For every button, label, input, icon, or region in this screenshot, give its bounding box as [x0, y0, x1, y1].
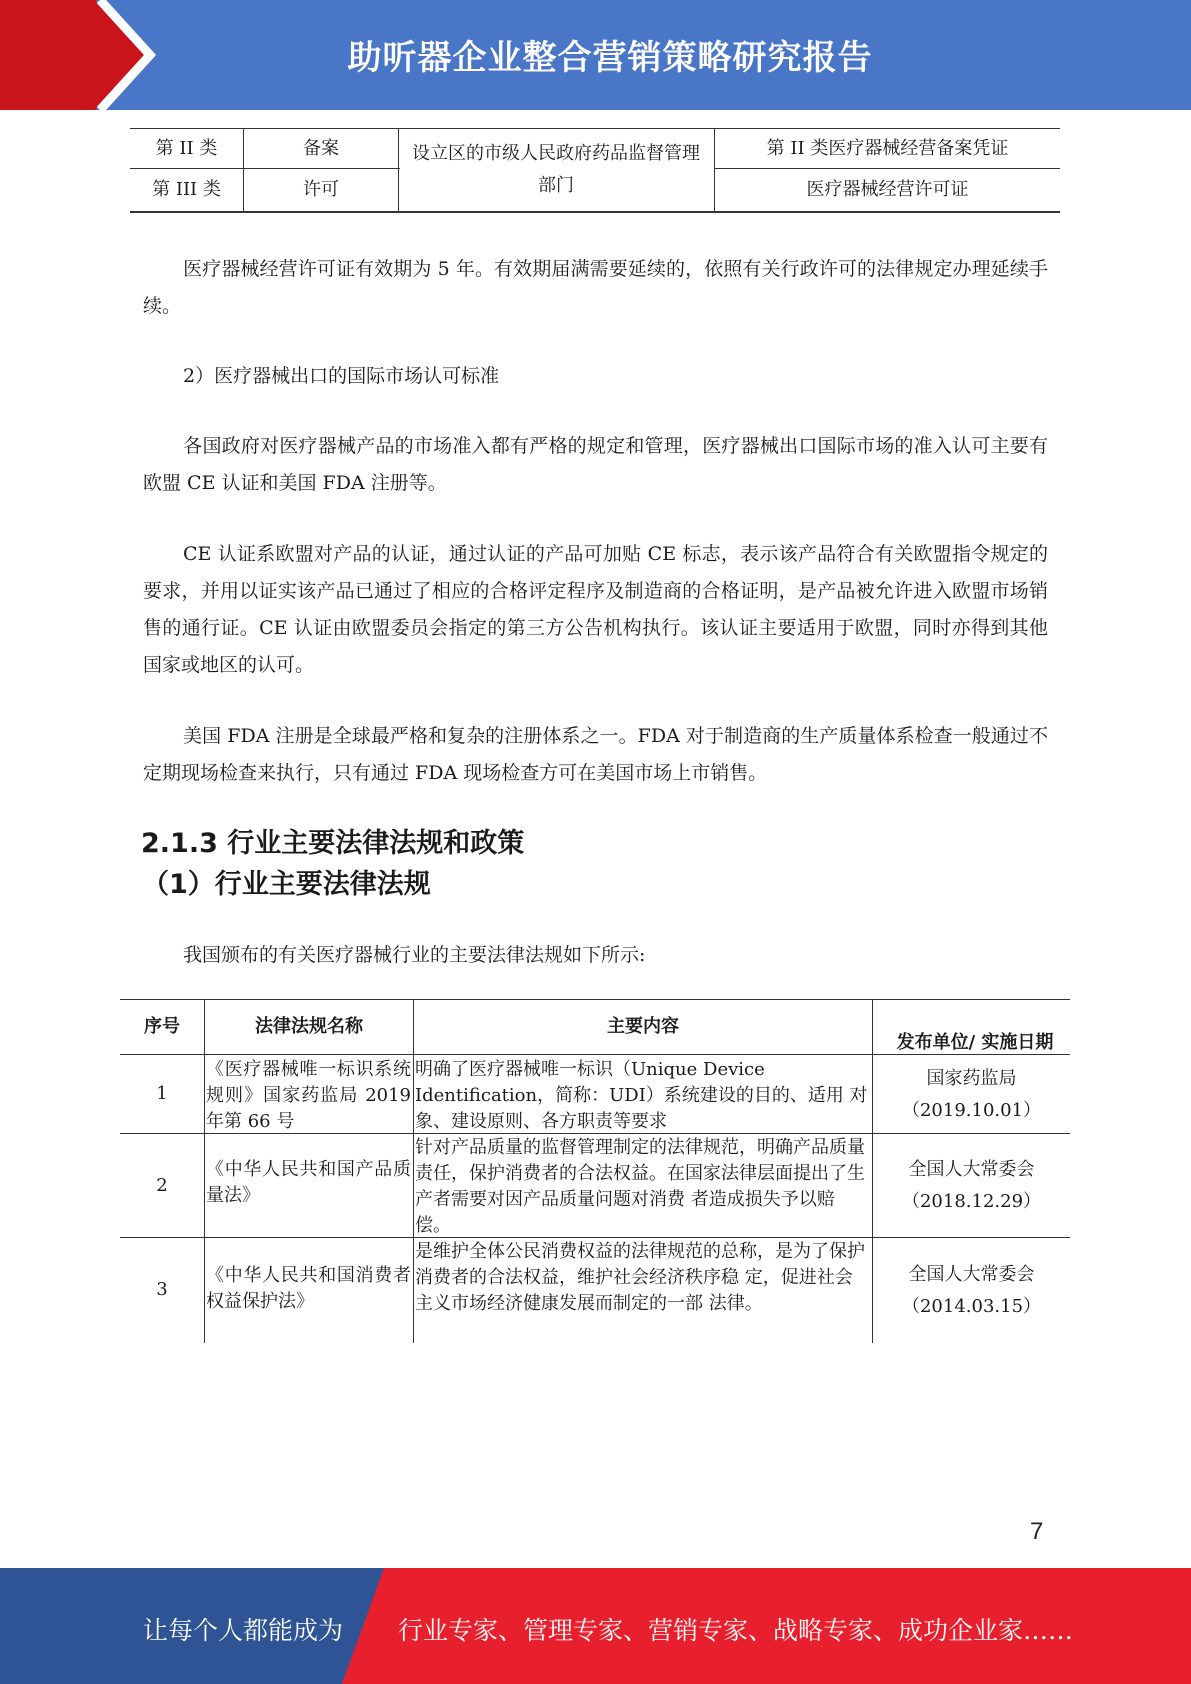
law-row-1-content: 明确了医疗器械唯一标识（Unique Device Identification，简称：UDI）系统建设的目的、适用 对象、建设原则、各方职责等要求 — [415, 1059, 868, 1132]
paragraph-license-validity: 医疗器械经营许可证有效期为 5 年。有效期届满需要延续的，依照有关行政许可的法律规定办理延续手续。 — [143, 258, 1048, 317]
law-row-2-unit-date — [873, 1135, 1070, 1237]
license-row-1-type: 备案 — [303, 137, 339, 159]
page-number: 7 — [1030, 1518, 1044, 1545]
law-row-3-name: 《中华人民共和国消费者权益保护法》 — [206, 1265, 411, 1312]
law-row-1-unit: 国家药监局 — [926, 1068, 1017, 1089]
law-row-1-unit-date — [873, 1057, 1070, 1133]
law-row-3-date: （2014.03.15） — [901, 1296, 1042, 1317]
paragraph-market-access: 各国政府对医疗器械产品的市场准入都有严格的规定和管理，医疗器械出口国际市场的准入认可主要有欧盟 CE 认证和美国 FDA 注册等。 — [143, 435, 1048, 494]
law-header-no: 序号 — [144, 1016, 180, 1037]
law-row-3-content: 是维护全体公民消费权益的法律规范的总称，是为了保护消费者的合法权益，维护社会经济秩序稳 定，促进社会主义市场经济健康发展而制定的一部 法律。 — [415, 1241, 865, 1314]
law-row-3-no: 3 — [156, 1279, 168, 1300]
paragraph-export-heading: 2）医疗器械出口的国际市场认可标准 — [183, 365, 500, 387]
license-row-2-certificate: 医疗器械经营许可证 — [806, 179, 969, 200]
section-heading: 2.1.3 行业主要法律法规和政策 — [141, 828, 525, 859]
footer-slogan-left: 让每个人都能成为 — [143, 1616, 344, 1645]
paragraph-law-intro: 我国颁布的有关医疗器械行业的主要法律法规如下所示: — [183, 944, 646, 966]
paragraph-fda-registration: 美国 FDA 注册是全球最严格和复杂的注册体系之一。FDA 对于制造商的生产质量体系检查一般通过不定期现场检查来执行，只有通过 FDA 现场检查方可在美国市场上市销售。 — [143, 725, 1048, 784]
license-row-1-certificate: 第 II 类医疗器械经营备案凭证 — [766, 137, 1009, 159]
law-row-2-name: 《中华人民共和国产品质量法》 — [206, 1159, 411, 1206]
section-subheading: （1）行业主要法律法规 — [142, 869, 431, 900]
law-row-1-name: 《医疗器械唯一标识系统规则》国家药监局 2019 年第 66 号 — [206, 1059, 411, 1132]
law-header-name: 法律法规名称 — [255, 1016, 363, 1037]
law-row-2-content: 针对产品质量的监督管理制定的法律规范，明确产品质量责任，保护消费者的合法权益。在国家法律层面提出了生产者需要对因产品质量问题对消费 者造成损失予以赔偿。 — [415, 1137, 865, 1236]
license-row-2-category: 第 III 类 — [152, 179, 221, 200]
report-title: 助听器企业整合营销策略研究报告 — [347, 38, 873, 78]
law-row-3-unit-date — [873, 1239, 1070, 1343]
footer-slogan-right: 行业专家、管理专家、营销专家、战略专家、成功企业家…… — [398, 1616, 1074, 1645]
law-header-unit-date: 发布单位/ 实施日期 — [896, 1032, 1054, 1053]
law-row-2-no: 2 — [156, 1174, 168, 1196]
law-row-1-no: 1 — [156, 1083, 168, 1104]
law-row-1-date: （2019.10.01） — [901, 1100, 1042, 1121]
law-header-content: 主要内容 — [607, 1016, 679, 1037]
law-row-3-unit: 全国人大常委会 — [908, 1264, 1035, 1285]
license-authority: 设立区的市级人民政府药品监督管理部门 — [412, 143, 700, 196]
paragraph-ce-certification: CE 认证系欧盟对产品的认证，通过认证的产品可加贴 CE 标志，表示该产品符合有关欧盟指令规定的要求，并用以证实该产品已通过了相应的合格评定程序及制造商的合格证明，是产品被允许进入欧盟市场销售的通行证。CE 认证由欧盟委员会指定的第三方公告机构执行。该认证主要适用于欧盟，同时亦得到其他国家或地区的认可。 — [143, 543, 1048, 676]
license-row-2-type: 许可 — [303, 179, 339, 200]
law-row-2-date: （2018.12.29） — [901, 1191, 1042, 1212]
law-row-2-unit: 全国人大常委会 — [908, 1159, 1035, 1180]
page-footer — [0, 1568, 1191, 1684]
license-row-1-category: 第 II 类 — [155, 137, 218, 159]
page-header — [0, 0, 1191, 110]
